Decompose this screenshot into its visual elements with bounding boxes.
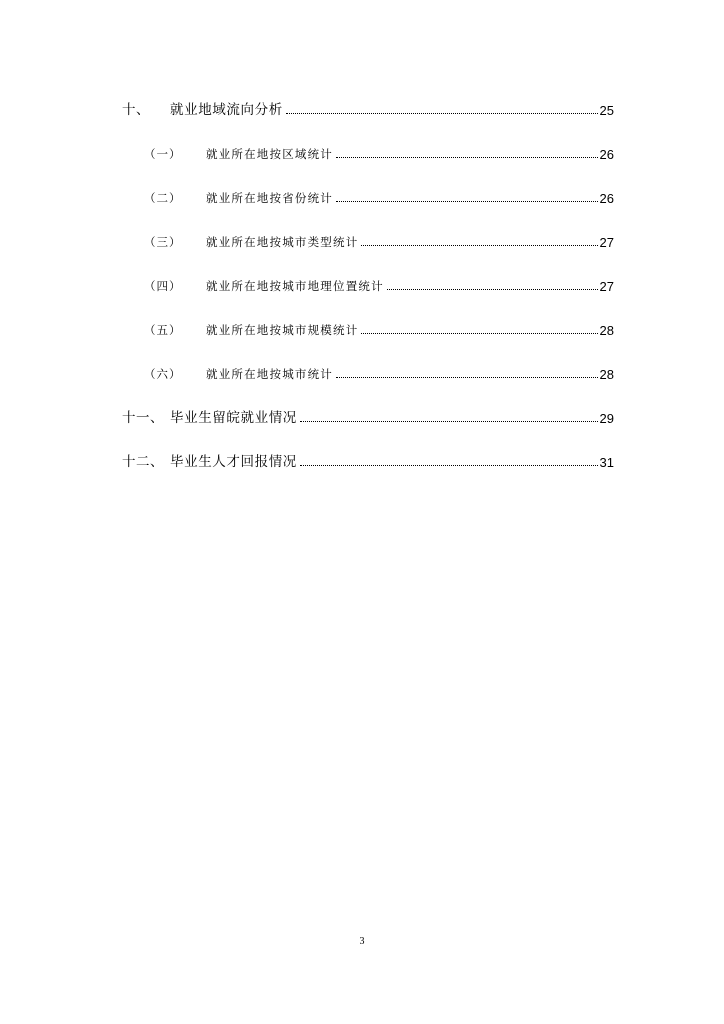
- toc-entry-number: 十、: [122, 102, 150, 118]
- toc-entry-10-6[interactable]: [122, 362, 614, 382]
- toc-entry-10-3[interactable]: [122, 230, 614, 250]
- toc-entry-page: 29: [599, 411, 614, 426]
- toc-entry-10-1[interactable]: [122, 142, 614, 162]
- toc-entry-number: （五）: [144, 323, 182, 337]
- dot-leader: [300, 421, 598, 422]
- toc-entry-page: 28: [599, 323, 614, 338]
- toc-entry-page: 26: [599, 191, 614, 206]
- toc-entry-title: 就业所在地按城市统计: [206, 367, 333, 381]
- dot-leader: [336, 377, 598, 378]
- toc-entry-title: 毕业生留皖就业情况: [170, 410, 297, 426]
- toc-entry-title: 就业所在地按区域统计: [206, 147, 333, 161]
- toc-entry-title: 就业所在地按省份统计: [206, 191, 333, 205]
- toc-entry-10[interactable]: [122, 98, 614, 118]
- toc-entry-number: （四）: [144, 279, 182, 293]
- toc-entry-title: 就业所在地按城市类型统计: [206, 235, 359, 249]
- toc-entry-11[interactable]: [122, 406, 614, 426]
- toc-entry-10-4[interactable]: [122, 274, 614, 294]
- toc-entry-title: 毕业生人才回报情况: [170, 454, 297, 470]
- toc-entry-number: 十一、: [122, 410, 164, 426]
- toc-entry-number: 十二、: [122, 454, 164, 470]
- toc-entry-page: 27: [599, 279, 614, 294]
- dot-leader: [361, 245, 597, 246]
- dot-leader: [387, 289, 598, 290]
- toc-entry-10-5[interactable]: [122, 318, 614, 338]
- dot-leader: [286, 113, 598, 114]
- toc-entry-page: 31: [599, 455, 614, 470]
- dot-leader: [300, 465, 598, 466]
- toc-entry-number: （一）: [144, 147, 182, 161]
- toc-entry-page: 25: [599, 103, 614, 118]
- toc-entry-10-2[interactable]: [122, 186, 614, 206]
- toc-entry-title: 就业所在地按城市地理位置统计: [206, 279, 384, 293]
- toc-entry-title: 就业所在地按城市规模统计: [206, 323, 359, 337]
- dot-leader: [361, 333, 597, 334]
- toc-entry-page: 27: [599, 235, 614, 250]
- page-number: 3: [359, 936, 365, 947]
- dot-leader: [336, 157, 598, 158]
- toc-entry-12[interactable]: [122, 450, 614, 470]
- toc-entry-number: （三）: [144, 235, 182, 249]
- toc-entry-number: （二）: [144, 191, 182, 205]
- toc-entry-number: （六）: [144, 367, 182, 381]
- toc-entry-page: 28: [599, 367, 614, 382]
- dot-leader: [336, 201, 598, 202]
- toc-entry-page: 26: [599, 147, 614, 162]
- toc-entry-title: 就业地域流向分析: [170, 102, 283, 118]
